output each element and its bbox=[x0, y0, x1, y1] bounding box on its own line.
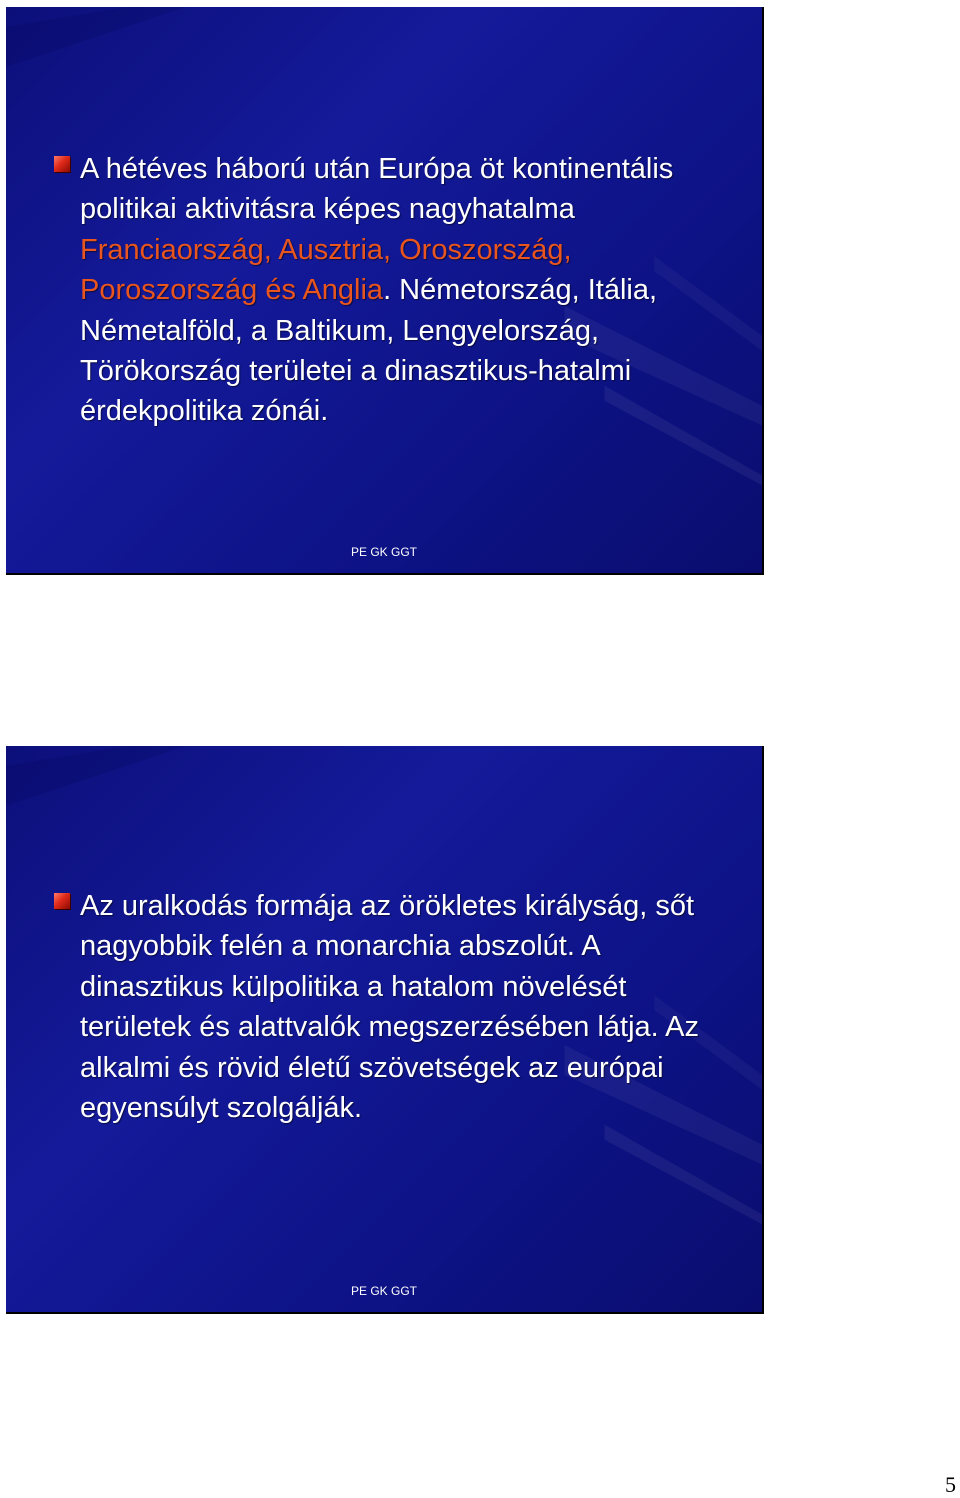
bullet-square-icon bbox=[54, 893, 70, 909]
bullet-text bbox=[80, 149, 742, 432]
bullet-text: Az uralkodás formája az örökletes királyság, sőt nagyobbik felén a monarchia abszolút. A dinasztikus külpolitika a hatalom növelését területek és alattvalók megszerzésében látja. Az alkalmi és rövid életű szövetségek az európai egyensúlyt szolgálják. bbox=[80, 890, 699, 1125]
bullet-square-icon bbox=[54, 156, 70, 172]
bullet-text-part1: A hétéves háború után Európa öt kontinentális politikai aktivitásra képes nagyhatalma bbox=[80, 153, 674, 226]
bullet-item bbox=[54, 886, 742, 1128]
slide-2 bbox=[6, 746, 764, 1314]
bullet-text-highlight: Franciaország, Ausztria, Oroszország, Poroszország és Anglia bbox=[80, 233, 572, 307]
slide-1 bbox=[6, 7, 764, 575]
bullet-text-part2: . Németország, Itália, Németalföld, a Baltikum, Lengyelország, Törökország területei a dinasztikus-hatalmi érdekpolitika zónái. bbox=[80, 274, 658, 428]
page-number: 5 bbox=[945, 1472, 956, 1497]
slide-footer: PE GK GGT bbox=[350, 545, 417, 559]
slide-footer: PE GK GGT bbox=[350, 1284, 417, 1298]
bullet-item bbox=[54, 149, 742, 432]
